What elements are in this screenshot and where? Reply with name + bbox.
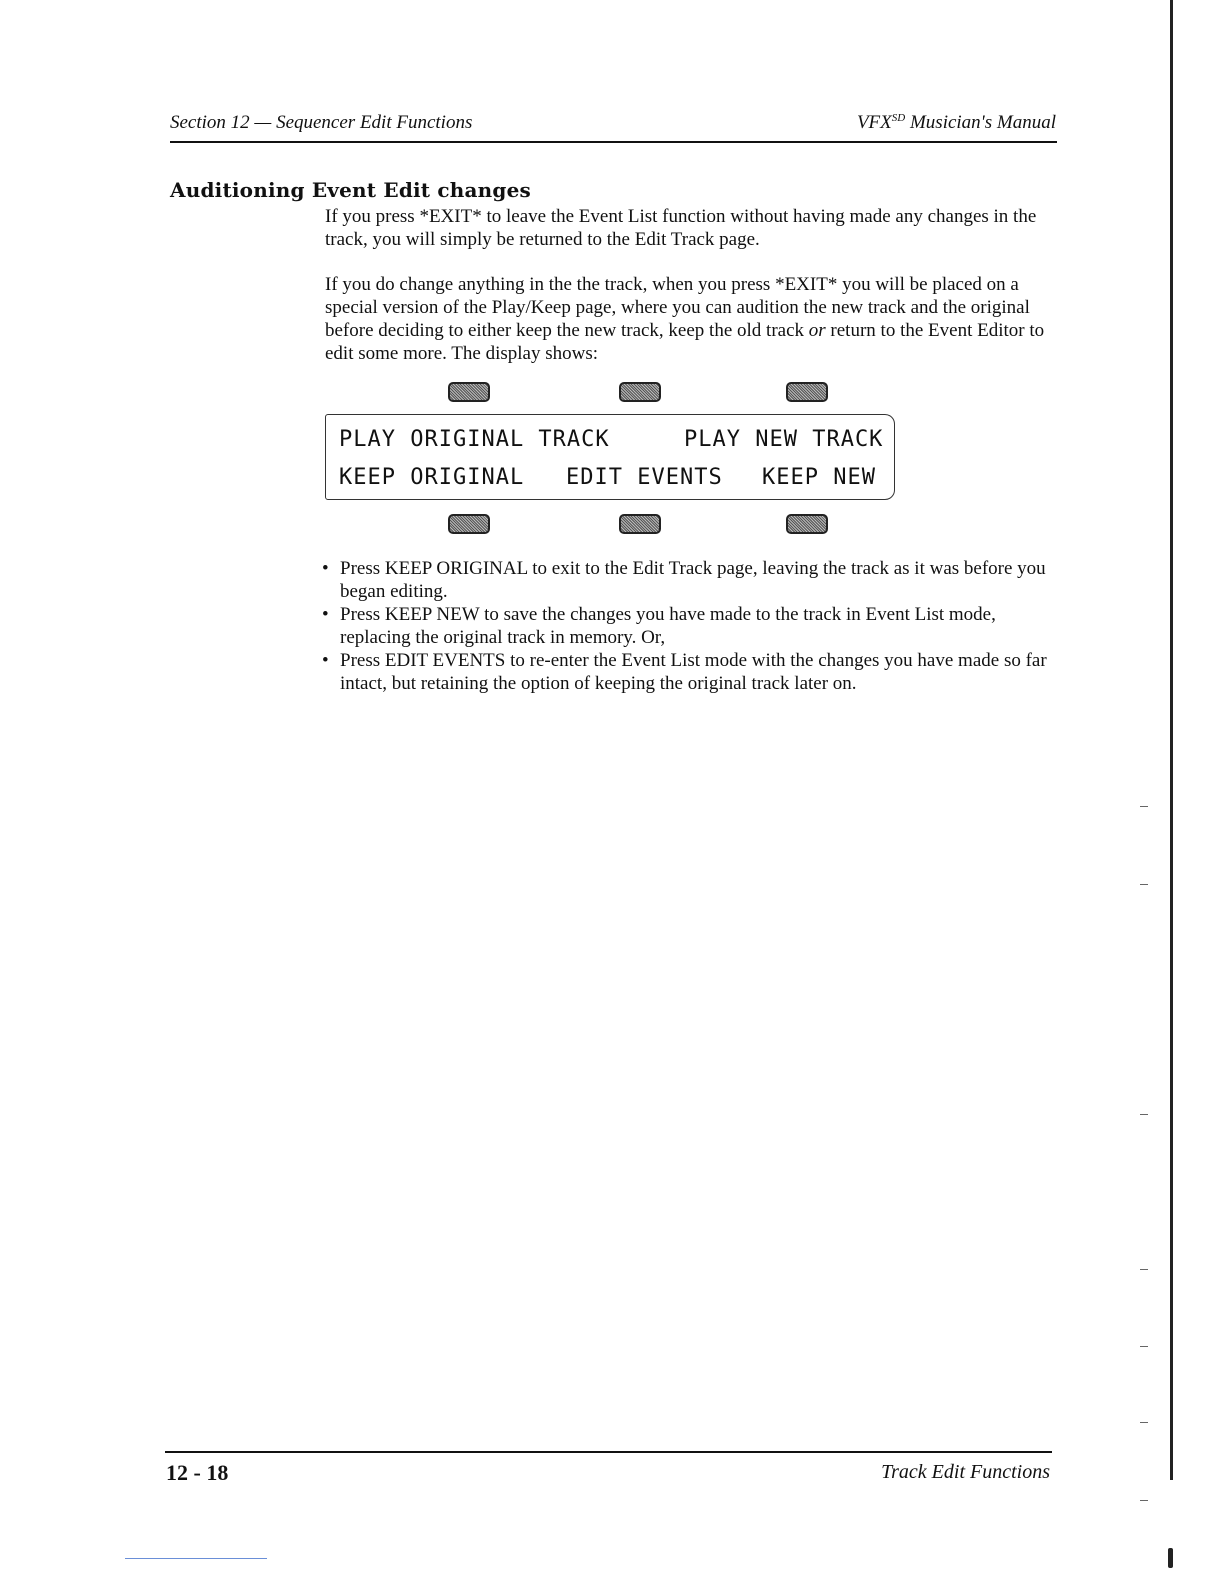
scan-underline [125, 1558, 267, 1559]
instruction-list [322, 557, 1057, 695]
margin-tick [1140, 1346, 1148, 1347]
bullet-dot: • [322, 558, 329, 579]
bullet-dot: • [322, 650, 329, 671]
margin-tick [1140, 1500, 1148, 1501]
margin-tick [1140, 1269, 1148, 1270]
manual-title-vfx: VFX [856, 112, 892, 133]
paragraph-exit-with-changes [325, 273, 1055, 365]
soft-button-bottom-right[interactable] [786, 514, 828, 534]
soft-button-top-left[interactable] [448, 382, 490, 402]
bullet-dot: • [322, 604, 329, 625]
lcd-display [325, 414, 895, 500]
margin-tick [1140, 884, 1148, 885]
margin-tick [1140, 1422, 1148, 1423]
list-item-text: Press KEEP NEW to save the changes you have made to the track in Event List mode, replacing the original track in memory. Or, [340, 604, 996, 648]
scan-corner-mark [1168, 1548, 1173, 1568]
lcd-edit-events: EDIT EVENTS [566, 465, 723, 490]
soft-button-top-center[interactable] [619, 382, 661, 402]
margin-tick [1140, 1114, 1148, 1115]
lcd-play-new-track: PLAY NEW TRACK [684, 427, 884, 452]
list-item [322, 603, 1057, 649]
running-header-section: Section 12 — Sequencer Edit Functions [170, 112, 473, 133]
soft-button-top-right[interactable] [786, 382, 828, 402]
footer-rule [165, 1451, 1052, 1453]
list-item-text: Press EDIT EVENTS to re-enter the Event List mode with the changes you have made so far intact, but retaining the option of keeping the original track later on. [340, 650, 1047, 694]
paragraph-emphasis-or: or [808, 320, 826, 341]
list-item [322, 557, 1057, 603]
running-header-manual [857, 112, 1056, 134]
list-item [322, 649, 1057, 695]
paragraph-text-part2: return to the Event Editor to edit some more. The display shows: [325, 320, 1045, 364]
list-item-text: Press KEEP ORIGINAL to exit to the Edit Track page, leaving the track as it was before you began editing. [340, 558, 1046, 602]
manual-title-rest: Musician's Manual [905, 112, 1056, 133]
page-number: 12 - 18 [166, 1460, 229, 1485]
lcd-play-original-track: PLAY ORIGINAL TRACK [339, 427, 610, 452]
soft-button-bottom-center[interactable] [619, 514, 661, 534]
soft-button-bottom-left[interactable] [448, 514, 490, 534]
paragraph-text-part1: If you do change anything in the the track, when you press *EXIT* you will be placed on a special version of the Play/Keep page, where you can audition the new track and the original before deciding to either keep the new track, keep the old track [325, 274, 1030, 341]
page-edge-bar [1170, 0, 1173, 1480]
footer-chapter-title: Track Edit Functions [881, 1461, 1050, 1483]
lcd-keep-original: KEEP ORIGINAL [339, 465, 525, 490]
section-title: Auditioning Event Edit changes [170, 178, 531, 202]
paragraph-exit-no-changes: If you press *EXIT* to leave the Event List function without having made any changes in the track, you will simply be returned to the Edit Track page. [325, 206, 1037, 250]
manual-title-sd: SD [891, 112, 906, 124]
margin-tick [1140, 806, 1148, 807]
header-rule [170, 141, 1057, 143]
lcd-keep-new: KEEP NEW [762, 465, 876, 490]
